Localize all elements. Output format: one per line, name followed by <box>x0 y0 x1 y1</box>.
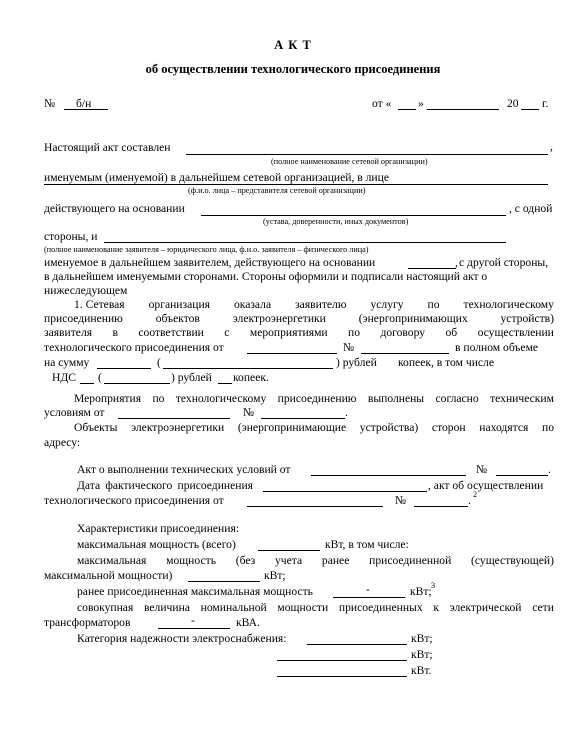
dash-2: - <box>191 614 195 627</box>
intro-line-3: действующего на основании <box>44 202 185 215</box>
comma: , <box>550 140 553 153</box>
paren-open-2: ( <box>98 371 102 384</box>
para1-line-4b: № <box>343 341 355 354</box>
hint-documents: (устава, доверенности, иных документов) <box>263 217 409 226</box>
w: объектов <box>155 312 200 325</box>
para1-line-3 <box>44 326 554 340</box>
comma-2: , <box>455 256 458 269</box>
dash: - <box>366 583 370 596</box>
reliability-category: Категория надежности электроснабжения: <box>77 632 287 645</box>
act-connection: , акт об осуществлении <box>428 479 544 492</box>
w: услугу <box>370 298 404 311</box>
w: заявителю <box>295 298 347 311</box>
max-power-without-line <box>77 554 554 568</box>
date-quote: » <box>418 97 424 110</box>
para1-line-1 <box>74 298 554 312</box>
w: выполнены <box>367 392 425 405</box>
reliability-unit-1: кВт; <box>411 632 433 645</box>
intro-line-7: нижеследующем <box>44 284 128 297</box>
dot-3: . <box>468 494 471 507</box>
w: (энергопринимающих <box>358 312 468 325</box>
w: присоединению <box>44 312 123 325</box>
transformers-label: трансформаторов <box>44 616 131 629</box>
measures-line-1 <box>74 392 554 406</box>
w: мероприятиями <box>249 326 328 339</box>
w: соответствии <box>138 326 204 339</box>
w: техническим <box>490 392 554 405</box>
act-connection-from: технологического присоединения от <box>44 494 224 507</box>
w: сети <box>532 601 554 614</box>
hint-applicant: (полное наименование заявителя – юридического лица, ф.и.о. заявителя – физического лица) <box>44 245 369 254</box>
w: мощность <box>166 554 216 567</box>
actual-connection-date <box>77 479 253 493</box>
previous-max-power-unit: кВт; <box>410 585 432 598</box>
w: технологическому <box>175 392 267 405</box>
intro-line-6: в дальнейшем именуемыми сторонами. Стороны оформили и подписали настоящий акт о <box>44 270 488 283</box>
para1-line-5d: копеек, в том числе <box>398 356 494 369</box>
w: находятся <box>479 421 529 434</box>
dot: . <box>345 406 348 419</box>
w: присоединенных <box>338 601 423 614</box>
para1-line-6d: копеек. <box>233 371 269 384</box>
intro-line-5b: с другой стороны, <box>459 256 549 269</box>
objects-line-1 <box>74 421 554 435</box>
dot-2: . <box>548 463 551 476</box>
intro-line-5a: именуемое в дальнейшем заявителем, действующего на основании <box>44 256 376 269</box>
intro-line-2: именуемым (именуемой) в дальнейшем сетевой организацией, в лице <box>44 171 389 184</box>
w: (без <box>235 554 256 567</box>
transformers-unit: кВА. <box>236 616 260 629</box>
max-power-without-unit: кВт; <box>264 569 286 582</box>
reliability-unit-2: кВт; <box>411 648 433 661</box>
w: максимальная <box>77 554 147 567</box>
w: Дата <box>77 479 101 492</box>
w: согласно <box>435 392 479 405</box>
para1-line-6c: ) рублей <box>171 371 212 384</box>
para1-line-2 <box>44 312 554 326</box>
w: фактического <box>105 479 173 492</box>
act-tech-conditions: Акт о выполнении технических условий от <box>77 463 291 476</box>
measures-line-2b: № <box>243 406 255 419</box>
w: электроэнергетики <box>232 312 326 325</box>
w: осуществлении <box>477 326 554 339</box>
w: устройств) <box>500 312 554 325</box>
objects-line-2: адресу: <box>44 436 81 449</box>
w: электроэнергетики <box>131 421 225 434</box>
w: величина <box>144 601 190 614</box>
para1-line-6a: НДС <box>52 371 77 384</box>
w: совокупная <box>77 601 134 614</box>
w: электрической <box>449 601 522 614</box>
intro-line-3-end: , с одной <box>509 202 553 215</box>
w: присоединенной <box>369 554 452 567</box>
w: устройства) <box>359 421 419 434</box>
number-label: № <box>44 97 56 110</box>
total-nominal-power-line <box>77 601 554 615</box>
w: договору <box>380 326 426 339</box>
w: по <box>348 326 361 339</box>
w: по <box>541 421 554 434</box>
w: Мероприятия <box>74 392 142 405</box>
w: (существующей) <box>471 554 554 567</box>
max-power-without-end: максимальной мощности) <box>44 569 173 582</box>
para1-line-5c: ) рублей <box>336 356 377 369</box>
w: мощности <box>277 601 329 614</box>
intro-line-4: стороны, и <box>44 230 98 243</box>
w: технологическому <box>463 298 554 311</box>
act-connection-number-label: № <box>395 494 407 507</box>
act-tech-number-label: № <box>476 463 488 476</box>
footnote-2: 2 <box>473 490 478 499</box>
hint-representative: (ф.и.о. лица – представителя сетевой организации) <box>188 186 366 195</box>
reliability-unit-3: кВт. <box>411 664 432 677</box>
w: заявителя <box>44 326 93 339</box>
footnote-3: 3 <box>431 581 436 590</box>
w: (энергопринимающие <box>237 421 347 434</box>
doc-subtitle: об осуществлении технологического присоединения <box>145 62 441 76</box>
w: Объекты <box>74 421 118 434</box>
hint-network-org: (полное наименование сетевой организации) <box>271 157 428 166</box>
number-value: б/н <box>76 97 92 110</box>
w: 1. Сетевая <box>74 298 125 311</box>
para1-line-5a: на сумму <box>44 356 90 369</box>
paren-open: ( <box>157 356 161 369</box>
para1-line-4a: технологического присоединения от <box>44 341 224 354</box>
w: по <box>152 392 165 405</box>
intro-line-1: Настоящий акт составлен <box>44 141 171 154</box>
w: присоединения <box>177 479 253 492</box>
w: в <box>112 326 118 339</box>
w: к <box>433 601 439 614</box>
w: учета <box>275 554 303 567</box>
w: оказала <box>233 298 272 311</box>
characteristics-title: Характеристики присоединения: <box>77 522 240 535</box>
max-power-total-unit: кВт, в том числе: <box>325 538 409 551</box>
doc-title: А К Т <box>274 38 312 52</box>
para1-line-4c: в полном объеме <box>455 341 539 354</box>
w: сторон <box>431 421 466 434</box>
date-g: г. <box>542 97 549 110</box>
w: присоединению <box>277 392 357 405</box>
date-year: 20 <box>507 97 519 110</box>
w: об <box>445 326 458 339</box>
w: организация <box>148 298 210 311</box>
w: номинальной <box>200 601 267 614</box>
previous-max-power: ранее присоединенная максимальная мощность <box>77 585 313 598</box>
max-power-total: максимальная мощность (всего) <box>77 538 236 551</box>
w: ранее <box>321 554 350 567</box>
measures-line-2a: условиям от <box>44 406 105 419</box>
w: по <box>427 298 440 311</box>
w: с <box>224 326 230 339</box>
date-from: от « <box>372 97 392 110</box>
